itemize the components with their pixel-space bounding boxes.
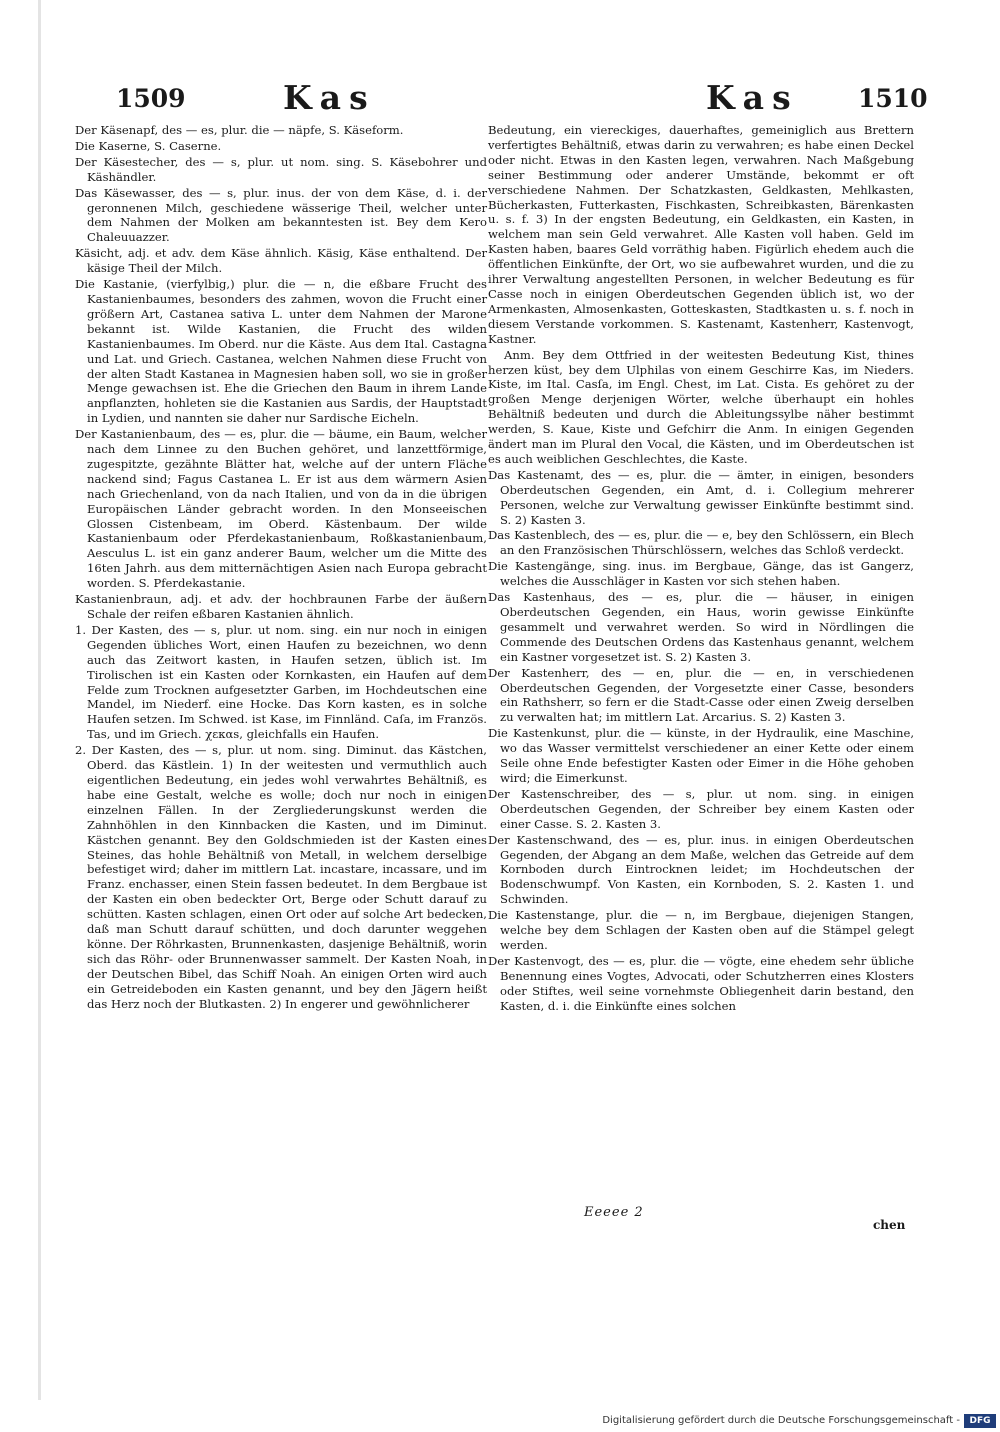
entry-kastenamt: Das Kastenamt, des — es, plur. die — ämter, in einigen, besonders Oberdeutschen Gegenden, ein Amt, d. i. Collegium mehrerer Personen, welche zur Verwaltung gewisser Einkünfte bestimmt sind. S. 2) Kasten 3. <box>488 467 914 527</box>
entry-kastenschwand: Der Kastenschwand, des — es, plur. inus. in einigen Oberdeutschen Gegenden, der Abgang an dem Maße, welchen das Getreide auf dem Kornboden durch Eintrocknen leidet; im Hochdeutschen der Bodenschwumpf. Von Kasten, ein Kornboden, S. 2. Kasten 1. und Schwinden. <box>488 832 914 907</box>
dfg-logo: DFG <box>964 1414 996 1428</box>
entry-kasten-1: 1. Der Kasten, des — s, plur. ut nom. sing. ein nur noch in einigen Gegenden übliches Wort, einen Haufen zu bezeichnen, wo denn auch das Zeitwort kasten, in Haufen setzen, üblich ist. Im Tirolischen ist ein Kasten oder Kornkasten, ein Haufen auf dem Felde zum Trocknen aufgesetzter Garben, im Hochdeutschen eine Mandel, im Niederf. eine Hocke. Das Korn kasten, es in solche Haufen setzen. Im Schwed. ist Kase, im Finnländ. Caſa, im Französ. Tas, und im Griech. χεκαs, gleichfalls ein Haufen. <box>75 622 487 742</box>
entry-kasten-2-continued: Bedeutung, ein viereckiges, dauerhaftes, gemeiniglich aus Brettern verfertigtes Behältniß, etwas darin zu verwahren; es habe einen Deckel oder nicht. Etwas in den Kasten legen, verwahren. Nach Maßgebung seiner Bestimmung oder anderer Umstände, bekommt er oft verschiedene Nahmen. Der Schatzkasten, Geldkasten, Mehlkasten, Bücherkasten, Futterkasten, Fischkasten, Schreibkasten, Bärenkasten u. s. f. 3) In der engsten Bedeutung, ein Geldkasten, ein Kasten, in welchem man sein Geld verwahret. Alle Kasten voll haben. Geld im Kasten haben, baares Geld vorräthig haben. Figürlich ehedem auch die öffentlichen Einkünfte, der Ort, wo sie aufbewahret wurden, und die zu ihrer Verwaltung angestellten Personen, in welcher Bedeutung es für Casse noch in einigen Oberdeutschen Gegenden üblich ist, wo der Armenkasten, Almosenkasten, Gotteskasten, Stadtkasten u. s. f. noch in diesem Verstande vorkommen. S. Kastenamt, Kastenherr, Kastenvogt, Kastner. <box>488 123 914 346</box>
entry-kastenstange: Die Kastenstange, plur. die — n, im Bergbaue, diejenigen Stangen, welche bey dem Schlagen der Kasten oben auf die Stämpel gelegt werden. <box>488 908 914 952</box>
entry-kaserne: Die Kaserne, S. Caserne. <box>75 138 222 153</box>
entry-kastenschreiber: Der Kastenschreiber, des — s, plur. ut nom. sing. in einigen Oberdeutschen Gegenden, der Schreiber bey einem Kasten oder einer Casse. S. 2. Kasten 3. <box>488 786 914 831</box>
running-head-left: Kas <box>283 78 376 117</box>
entry-kasten-anmerkung: Anm. Bey dem Ottfried in der weitesten Bedeutung Kist, thines herzen küst, bey dem Ulphilas von einem Geschirre Kas, im Nieders. Kiste, im Ital. Casſa, im Engl. Chest, im Lat. Cista. Es gehöret zu der großen Menge derjenigen Wörter, welche überhaupt ein hohles Behältniß bedeuten und durch die Ableitungssylbe näher bestimmt werden, S. Kaue, Kiste und Gefchirr die Anm. In einigen Gegenden ändert man im Plural den Vocal, die Kästen, und im Oberdeutschen ist es auch weiblichen Geschlechtes, die Kaste. <box>488 347 914 466</box>
page-number-left: 1509 <box>116 84 186 113</box>
entry-kastenhaus: Das Kastenhaus, des — es, plur. die — häuser, in einigen Oberdeutschen Gegenden, ein Haus, worin gewisse Einkünfte gesammelt und verwahret werden. So wird in Nördlingen die Commende des Deutschen Ordens das Kastenhaus genannt, welchem ein Kastner vorgesetzet ist. S. 2) Kasten 3. <box>488 590 914 664</box>
entry-kaesicht: Käsicht, adj. et adv. dem Käse ähnlich. Käsig, Käse enthaltend. Der käsige Theil der Milch. <box>75 246 487 276</box>
digitization-footer <box>0 1413 1000 1432</box>
entry-kastengaenge: Die Kastengänge, sing. inus. im Bergbaue, Gänge, das ist Gangerz, welches die Ausschläger in Kasten vor sich stehen haben. <box>488 559 914 589</box>
entry-kaesenapf: Der Käsenapf, des — es, plur. die — näpfe, S. Käseform. <box>75 123 404 137</box>
entry-kaesestecher: Der Käsestecher, des — s, plur. ut nom. sing. S. Käsebohrer und Käshändler. <box>75 154 487 184</box>
entry-kasten-2: 2. Der Kasten, des — s, plur. ut nom. sing. Diminut. das Kästchen, Oberd. das Kästlein. 1) In der weitesten und vermuthlich auch eigentlichen Bedeutung, ein jedes wohl verwahrtes Behältniß, es habe eine Gestalt, welche es wolle; doch nur noch in einigen einzelnen Fällen. In der Zergliederungskunst werden die Zahnhöhlen in den Kinnbacken die Kasten, und im Diminut. Kästchen genannt. Bey den Goldschmieden ist der Kasten eines Steines, das hohle Behältniß von Metall, in welchem derselbige befestiget wird; daher im mittlern Lat. incastare, incassare, und im Franz. enchasser, einen Stein fassen bedeutet. In dem Bergbaue ist der Kasten ein oben bedeckter Ort, Berge oder Schutt darauf zu schütten. Kasten schlagen, einen Ort oder auf solche Art bedecken, daß man Schutt darauf schütten, und doch darunter weggehen könne. Der Röhrkasten, Brunnenkasten, dasjenige Behältniß, worin sich das Röhr- oder Brunnenwasser sammelt. Der Kasten Noah, in der Deutschen Bibel, das Schiff Noah. An einigen Orten wird auch ein Getreideboden ein Kasten genannt, und bey den Jägern heißt das Herz noch der Blutkasten. 2) In engerer und gewöhnlicherer <box>75 743 487 1011</box>
entry-kastanienbaum: Der Kastanienbaum, des — es, plur. die — bäume, ein Baum, welcher nach dem Linnee zu den Buchen gehöret, und lanzettförmige, zugespitzte, gezähnte Blätter hat, welche auf der untern Fläche nackend sind; Fagus Castanea L. Er ist aus dem wärmern Asien nach Griechenland, von da nach Italien, und von da in die übrigen Europäischen Länder gebracht worden. In den Monseeischen Glossen Cistenbeam, im Oberd. Kästenbaum. Der wilde Kastanienbaum oder Pferdekastanienbaum, Roßkastanienbaum, Aesculus L. ist ein ganz anderer Baum, welcher um die Mitte des 16ten Jahrh. aus dem mitternächtigen Asien nach Europa gebracht worden. S. Pferdekastanie. <box>75 427 487 591</box>
entry-kastanienbraun: Kastanienbraun, adj. et adv. der hochbraunen Farbe der äußern Schale der reifen eßbaren Kastanien ähnlich. <box>75 592 487 621</box>
entry-kastenvogt: Der Kastenvogt, des — es, plur. die — vögte, eine ehedem sehr übliche Benennung eines Vogtes, Advocati, oder Schutzherren eines Klosters oder Stiftes, weil seine vornehmste Obliegenheit darin bestand, den Kasten, d. i. die Einkünfte eines solchen <box>488 953 914 1013</box>
running-head-right: Kas <box>706 78 799 117</box>
right-column <box>488 123 914 1014</box>
left-column <box>75 123 487 1012</box>
funding-credit: Digitalisierung gefördert durch die Deutsche Forschungsgemeinschaft - <box>602 1415 960 1426</box>
scan-edge <box>38 0 41 1400</box>
signature-mark: Eeeee 2 <box>584 1205 644 1220</box>
entry-kastanie: Die Kastanie, (vierfylbig,) plur. die — n, die eßbare Frucht des Kastanienbaumes, besonders des zahmen, wovon die Frucht einer größern Art, Castanea sativa L. unter dem Nahmen der Marone bekannt ist. Wilde Kastanien, die Frucht des wilden Kastanienbaumes. Im Oberd. nur die Käste. Aus dem Ital. Castagna und Lat. und Griech. Castanea, welchen Nahmen diese Frucht von der alten Stadt Kastanea in Magnesien haben soll, wo sie in großer Menge gewachsen ist. Ehe die Griechen den Baum in ihrem Lande anpflanzten, hohleten sie die Kastanien aus Sardis, der Hauptstadt in Lydien, und nannten sie daher nur Sardische Eicheln. <box>75 277 487 426</box>
page-number-right: 1510 <box>858 84 928 113</box>
entry-kastenherr: Der Kastenherr, des — en, plur. die — en, in verschiedenen Oberdeutschen Gegenden, der Vorgesetzte einer Casse, besonders ein Rathsherr, so fern er die Stadt-Casse oder einen Zweig derselben zu verwalten hat; im mittlern Lat. Arcarius. S. 2) Kasten 3. <box>488 665 914 725</box>
entry-kastenblech: Das Kastenblech, des — es, plur. die — e, bey den Schlössern, ein Blech an den Französischen Thürschlössern, welches das Schloß verdeckt. <box>488 528 914 558</box>
catchword: chen <box>873 1218 906 1232</box>
entry-kaesewasser: Das Käsewasser, des — s, plur. inus. der von dem Käse, d. i. der geronnenen Milch, geschiedene wässerige Theil, welcher unter dem Nahmen der Molken am bekanntesten ist. Bey dem Kero Chaleuuazzer. <box>75 185 487 245</box>
entry-kastenkunst: Die Kastenkunst, plur. die — künste, in der Hydraulik, eine Maschine, wo das Wasser vermittelst verschiedener an einer Kette oder einem Seile ohne Ende befestigter Kasten oder Eimer in die Höhe gehoben wird; die Eimerkunst. <box>488 726 914 785</box>
